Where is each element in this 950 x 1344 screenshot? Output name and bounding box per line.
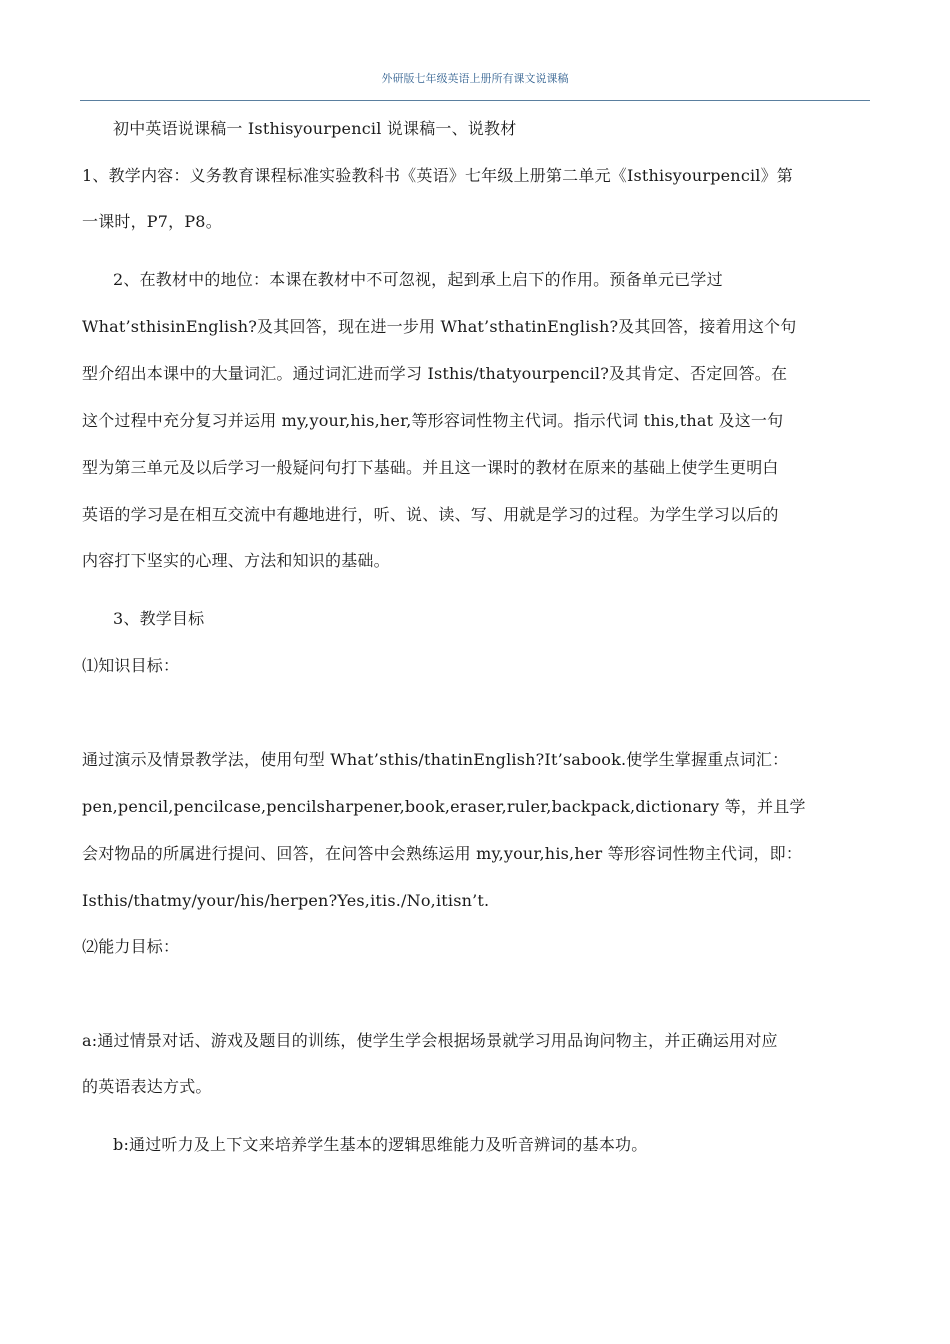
paragraph-line: 会对物品的所属进行提问、回答，在问答中会熟练运用 my,your,his,her 等形容词性物主代词，即： — [82, 844, 803, 863]
paragraph-line: pen,pencil,pencilcase,pencilsharpener,book,eraser,ruler,backpack,dictionary 等，并且学 — [82, 797, 806, 816]
paragraph-line: 通过演示及情景教学法，使用句型 What’sthis/thatinEnglish?It’sabook.使学生掌握重点词汇： — [82, 750, 789, 769]
subsection-heading: ⑴知识目标： — [82, 656, 180, 675]
paragraph-line: b:通过听力及上下文来培养学生基本的逻辑思维能力及听音辨词的基本功。 — [113, 1135, 648, 1154]
paragraph-line: 这个过程中充分复习并运用 my,your,his,her,等形容词性物主代词。指示代词 this,that 及这一句 — [82, 411, 784, 430]
paragraph-line: 一课时，P7，P8。 — [82, 212, 222, 231]
paragraph-line: 2、在教材中的地位：本课在教材中不可忽视，起到承上启下的作用。预备单元已学过 — [113, 270, 723, 289]
subsection-heading: ⑵能力目标： — [82, 937, 180, 956]
page-header: 外研版七年级英语上册所有课文说课稿 — [381, 72, 569, 85]
paragraph-line: What’sthisinEnglish?及其回答，现在进一步用 What’sthatinEnglish?及其回答，接着用这个句 — [82, 317, 797, 336]
paragraph-line: 内容打下坚实的心理、方法和知识的基础。 — [82, 551, 390, 570]
section-heading: 3、教学目标 — [113, 609, 205, 628]
paragraph-line: a:通过情景对话、游戏及题目的训练，使学生学会根据场景就学习用品询问物主，并正确运用对应 — [82, 1031, 778, 1050]
paragraph-line: 1、教学内容：义务教育课程标准实验教科书《英语》七年级上册第二单元《Isthisyourpencil》第 — [82, 166, 794, 185]
paragraph-line: 的英语表达方式。 — [82, 1077, 212, 1096]
document-title: 初中英语说课稿一 Isthisyourpencil 说课稿一、说教材 — [113, 119, 517, 138]
paragraph-line: 型为第三单元及以后学习一般疑问句打下基础。并且这一课时的教材在原来的基础上使学生更明白 — [82, 458, 779, 477]
header-divider — [80, 100, 870, 101]
paragraph-line: Isthis/thatmy/your/his/herpen?Yes,itis./No,itisn’t. — [82, 891, 490, 910]
paragraph-line: 英语的学习是在相互交流中有趣地进行，听、说、读、写、用就是学习的过程。为学生学习以后的 — [82, 505, 779, 524]
paragraph-line: 型介绍出本课中的大量词汇。通过词汇进而学习 Isthis/thatyourpencil?及其肯定、否定回答。在 — [82, 364, 788, 383]
